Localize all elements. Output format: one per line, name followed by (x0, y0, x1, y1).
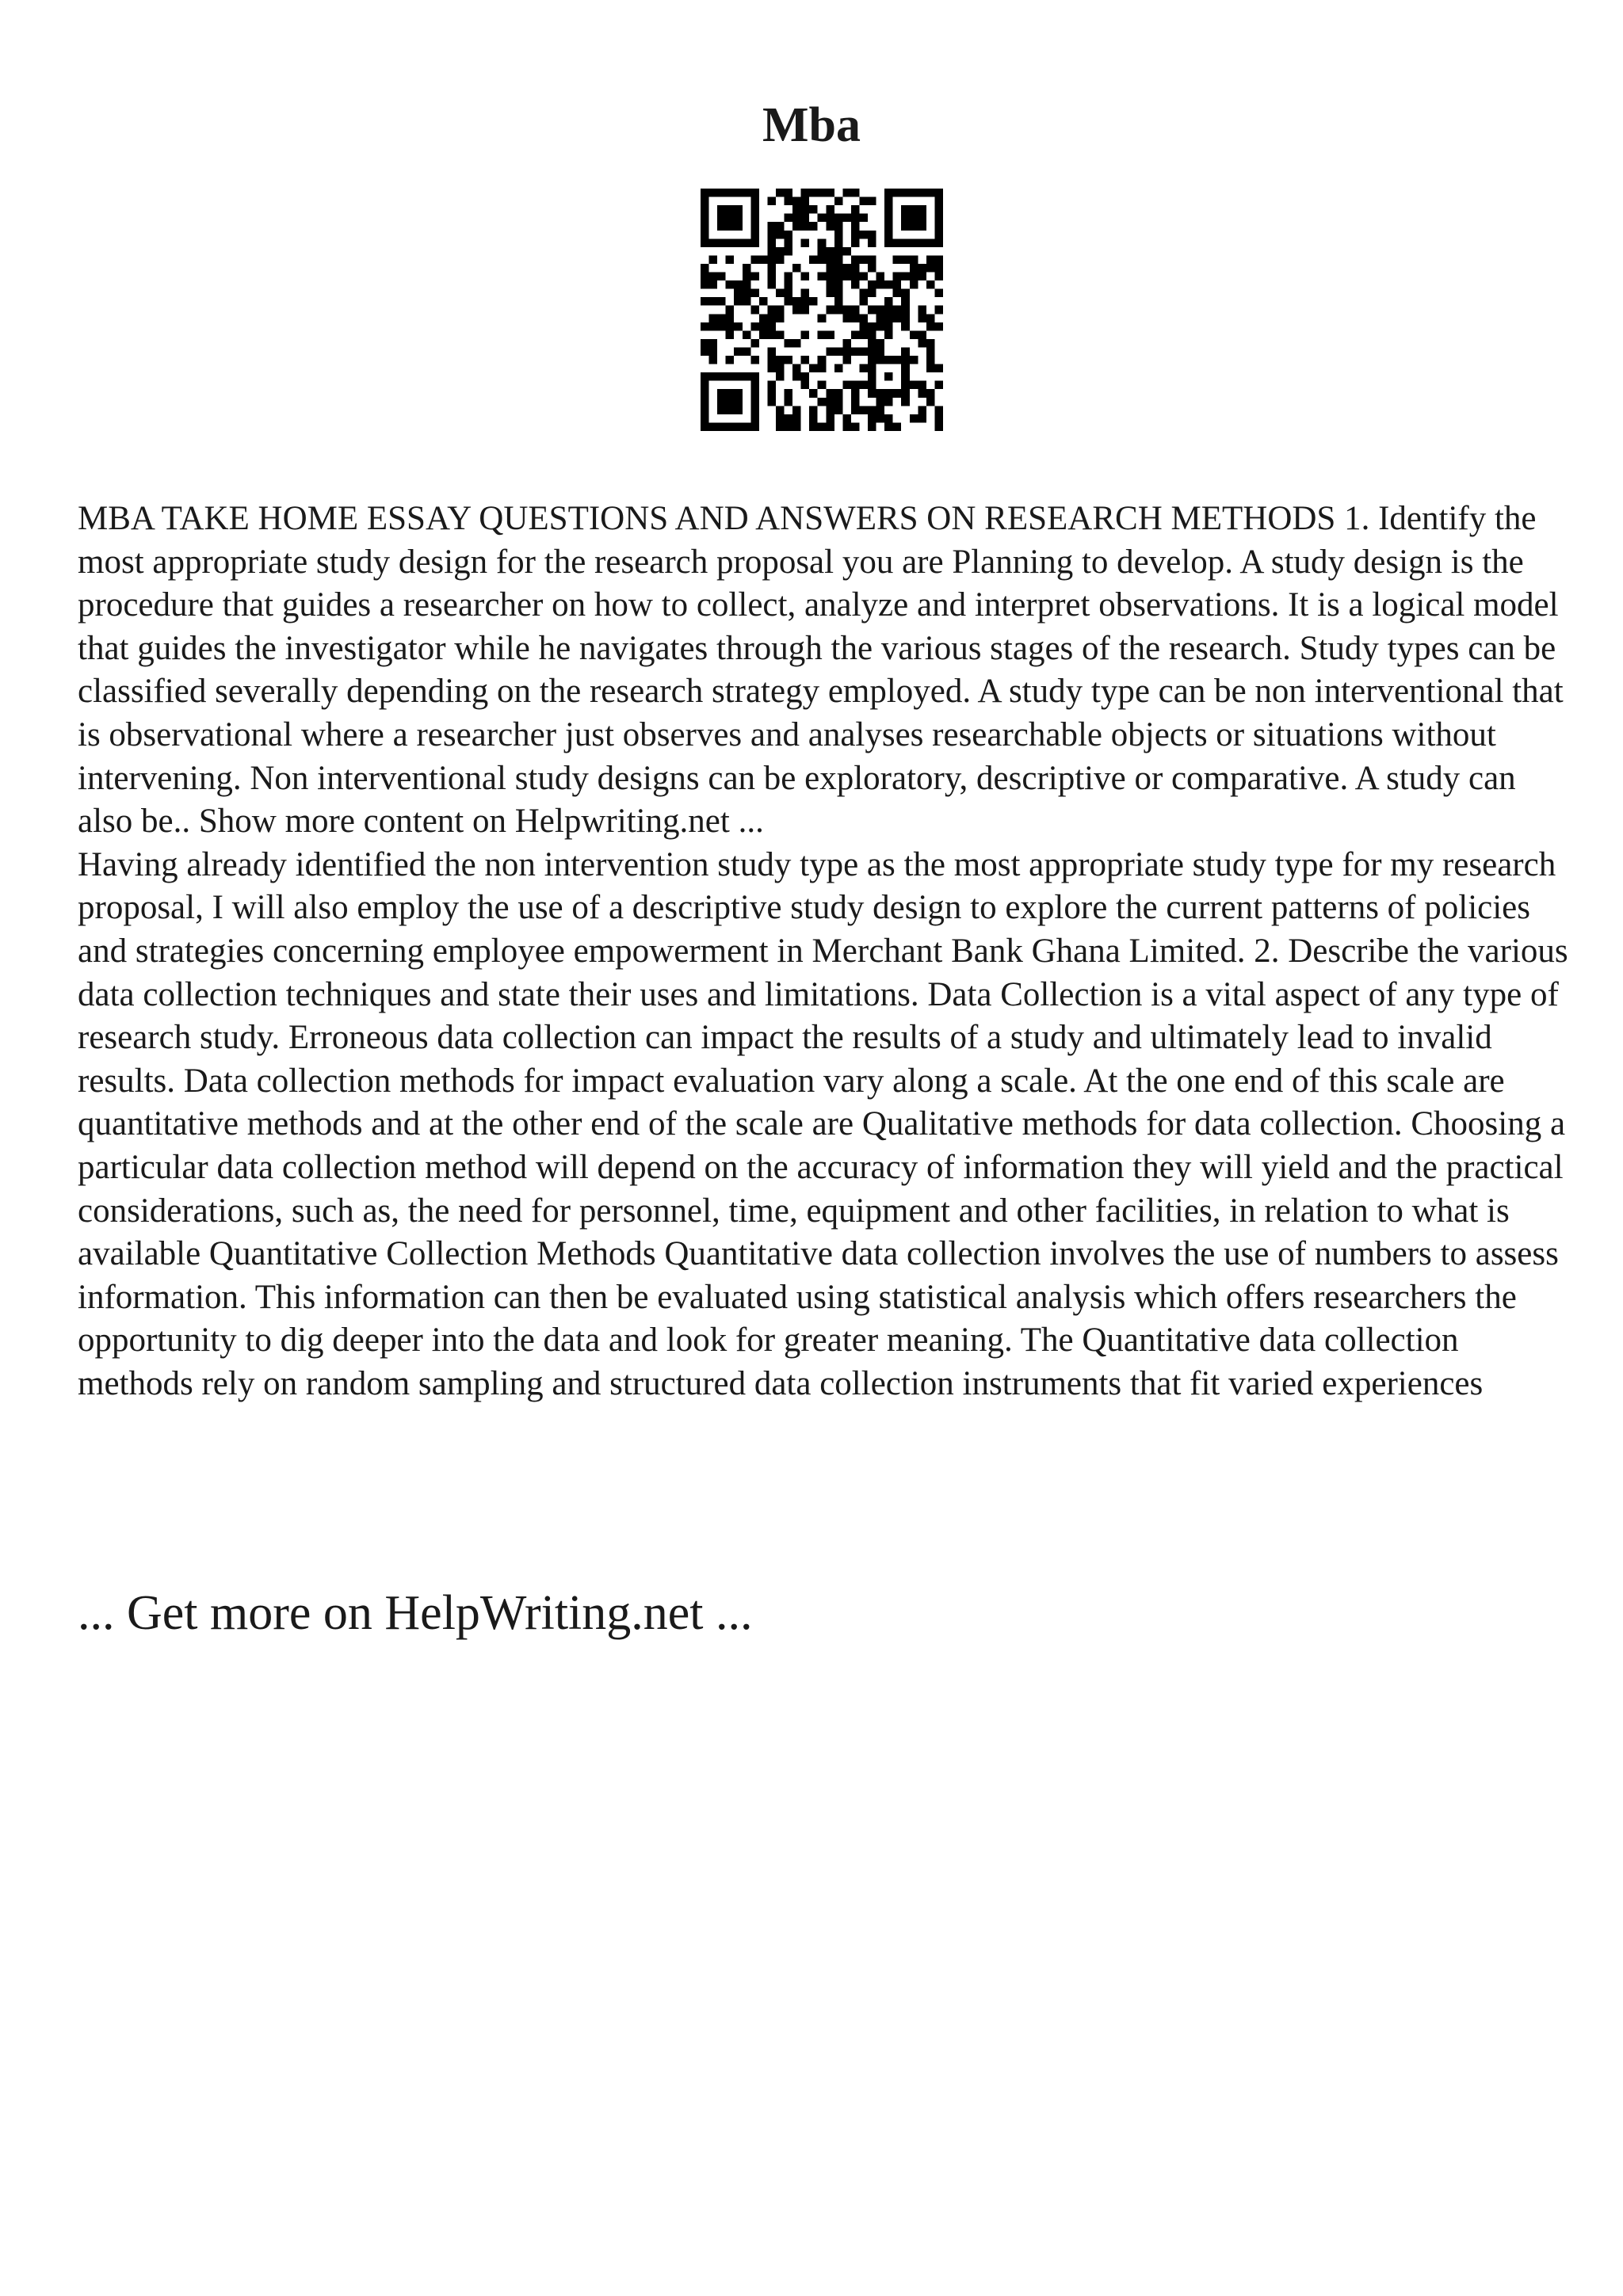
get-more-link[interactable]: ... Get more on HelpWriting.net ... (78, 1586, 753, 1640)
essay-body (78, 498, 1572, 1405)
qr-code-icon (701, 189, 943, 431)
essay-paragraph-2: Having already identified the non intervention study type as the most appropriate study type for my research proposal, I will also employ the use of a descriptive study design to explore the current patterns of policies and strategies concerning employee empowerment in Merchant Bank Ghana Limited. 2. Describe the various data collection techniques and state their uses and limitations. Data Collection is a vital aspect of any type of research study. Erroneous data collection can impact the results of a study and ultimately lead to invalid results. Data collection methods for impact evaluation vary along a scale. At the one end of this scale are quantitative methods and at the other end of the scale are Qualitative methods for data collection. Choosing a particular data collection method will depend on the accuracy of information they will yield and the practical considerations, such as, the need for personnel, time, equipment and other facilities, in relation to what is available Quantitative Collection Methods Quantitative data collection involves the use of numbers to assess information. This information can then be evaluated using statistical analysis which offers researchers the opportunity to dig deeper into the data and look for greater meaning. The Quantitative data collection methods rely on random sampling and structured data collection instruments that fit varied experiences (78, 845, 1568, 1402)
document-title: Mba (762, 98, 861, 152)
essay-paragraph-1: MBA TAKE HOME ESSAY QUESTIONS AND ANSWERS ON RESEARCH METHODS 1. Identify the most appropriate study design for the research proposal you are Planning to develop. A study design is the procedure that guides a researcher on how to collect, analyze and interpret observations. It is a logical model that guides the investigator while he navigates through the various stages of the research. Study types can be classified severally depending on the research strategy employed. A study type can be non interventional that is observational where a researcher just observes and analyses researchable objects or situations without intervening. Non interventional study designs can be exploratory, descriptive or comparative. A study can also be.. Show more content on Helpwriting.net ... (78, 500, 1564, 841)
